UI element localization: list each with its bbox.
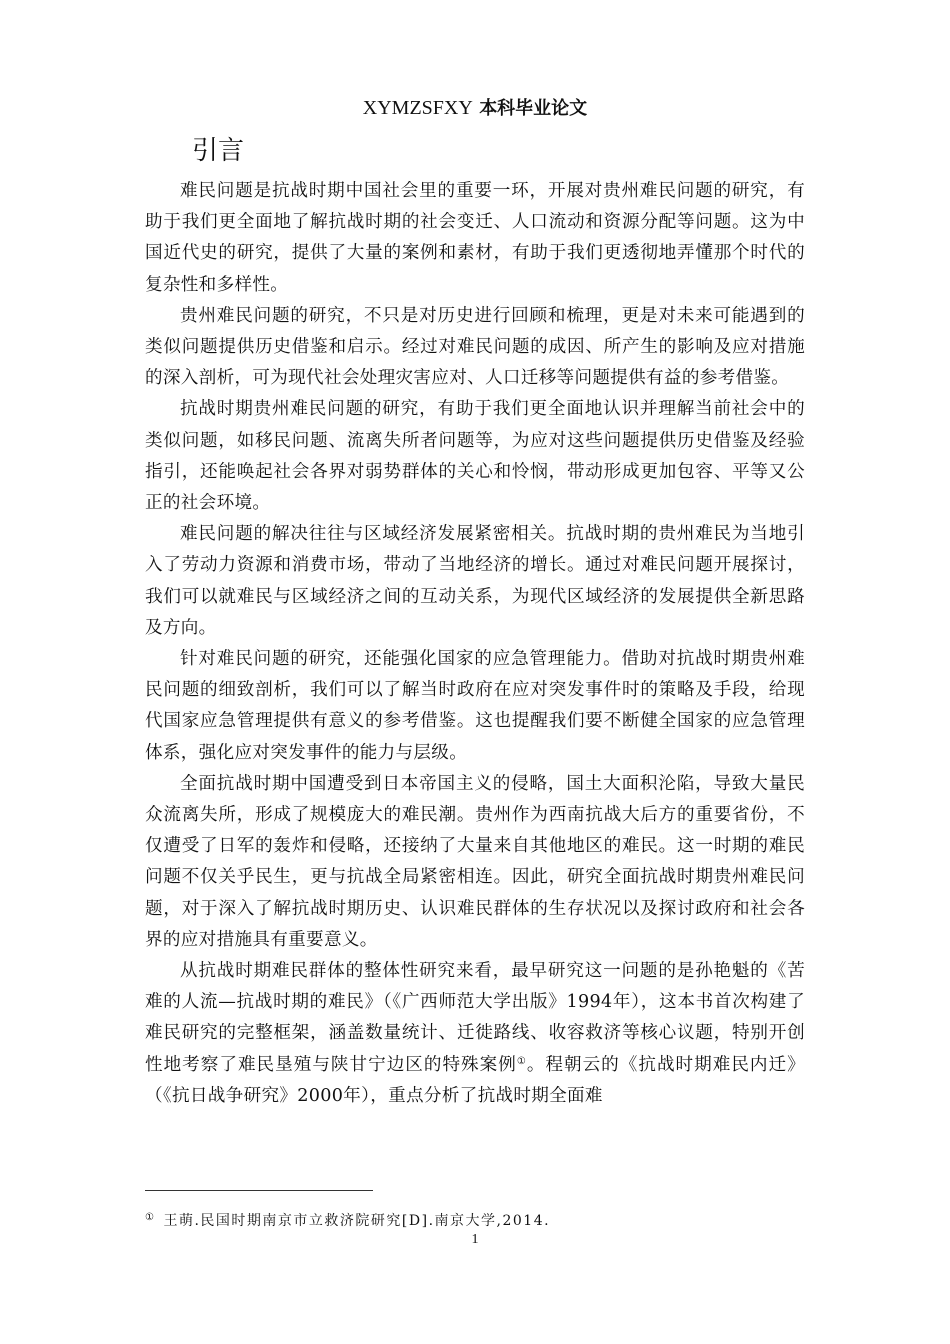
footnote (145, 1208, 550, 1231)
footnote-mark: ① (145, 1212, 156, 1223)
paragraph-text: 从抗战时期难民群体的整体性研究来看，最早研究这一问题的是孙艳魁的《苦难的人流—抗战时期的难民》（《广西师范大学出版》1994年），这本书首次构建了难民研究的完整框架，涵盖数量统计、迁徙路线、收容救济等核心议题，特别开创性地考察了难民垦殖与陕甘宁边区的特殊案例 (145, 961, 805, 1075)
paragraph: 针对难民问题的研究，还能强化国家的应急管理能力。借助对抗战时期贵州难民问题的细致剖析，我们可以了解当时政府在应对突发事件时的策略及手段，给现代国家应急管理提供有意义的参考借鉴。这也提醒我们要不断健全国家的应急管理体系，强化应对突发事件的能力与层级。 (145, 649, 805, 763)
paragraph (145, 956, 805, 1112)
paragraph: 难民问题是抗战时期中国社会里的重要一环，开展对贵州难民问题的研究，有助于我们更全面地了解抗战时期的社会变迁、人口流动和资源分配等问题。这为中国近代史的研究，提供了大量的案例和素材，有助于我们更透彻地弄懂那个时代的复杂性和多样性。 (145, 181, 805, 295)
paragraph: 贵州难民问题的研究，不只是对历史进行回顾和梳理，更是对未来可能遇到的类似问题提供历史借鉴和启示。经过对难民问题的成因、所产生的影响及应对措施的深入剖析，可为现代社会处理灾害应对、人口迁移等问题提供有益的参考借鉴。 (145, 305, 805, 389)
page-header (0, 94, 950, 122)
header-latin: XYMZSFXY (362, 97, 473, 119)
paragraph-text: 。程朝云的《抗战时期难民内迁》（《抗日战争研究》2000年），重点分析了抗战时期全面难 (145, 1054, 805, 1106)
footnote-text: 王萌.民国时期南京市立救济院研究[D].南京大学,2014. (163, 1213, 551, 1229)
footnote-separator (145, 1190, 373, 1191)
paragraph: 难民问题的解决往往与区域经济发展紧密相关。抗战时期的贵州难民为当地引入了劳动力资源和消费市场，带动了当地经济的增长。通过对难民问题开展探讨，我们可以就难民与区域经济之间的互动关系，为现代区域经济的发展提供全新思路及方向。 (145, 524, 805, 638)
page-number: 1 (471, 1232, 479, 1247)
header-title: 本科毕业论文 (479, 98, 588, 119)
section-heading: 引言 (192, 136, 245, 166)
paragraph: 抗战时期贵州难民问题的研究，有助于我们更全面地认识并理解当前社会中的类似问题，如移民问题、流离失所者问题等，为应对这些问题提供历史借鉴及经验指引，还能唤起社会各界对弱势群体的关心和怜悯，带动形成更加包容、平等又公正的社会环境。 (145, 399, 805, 514)
body-text (145, 176, 805, 1112)
paragraph: 全面抗战时期中国遭受到日本帝国主义的侵略，国土大面积沦陷，导致大量民众流离失所，形成了规模庞大的难民潮。贵州作为西南抗战大后方的重要省份，不仅遭受了日军的轰炸和侵略，还接纳了大量来自其他地区的难民。这一时期的难民问题不仅关乎民生，更与抗战全局紧密相连。因此，研究全面抗战时期贵州难民问题，对于深入了解抗战时期历史、认识难民群体的生存状况以及探讨政府和社会各界的应对措施具有重要意义。 (145, 773, 805, 950)
footnote-reference[interactable]: ① (516, 1055, 527, 1067)
